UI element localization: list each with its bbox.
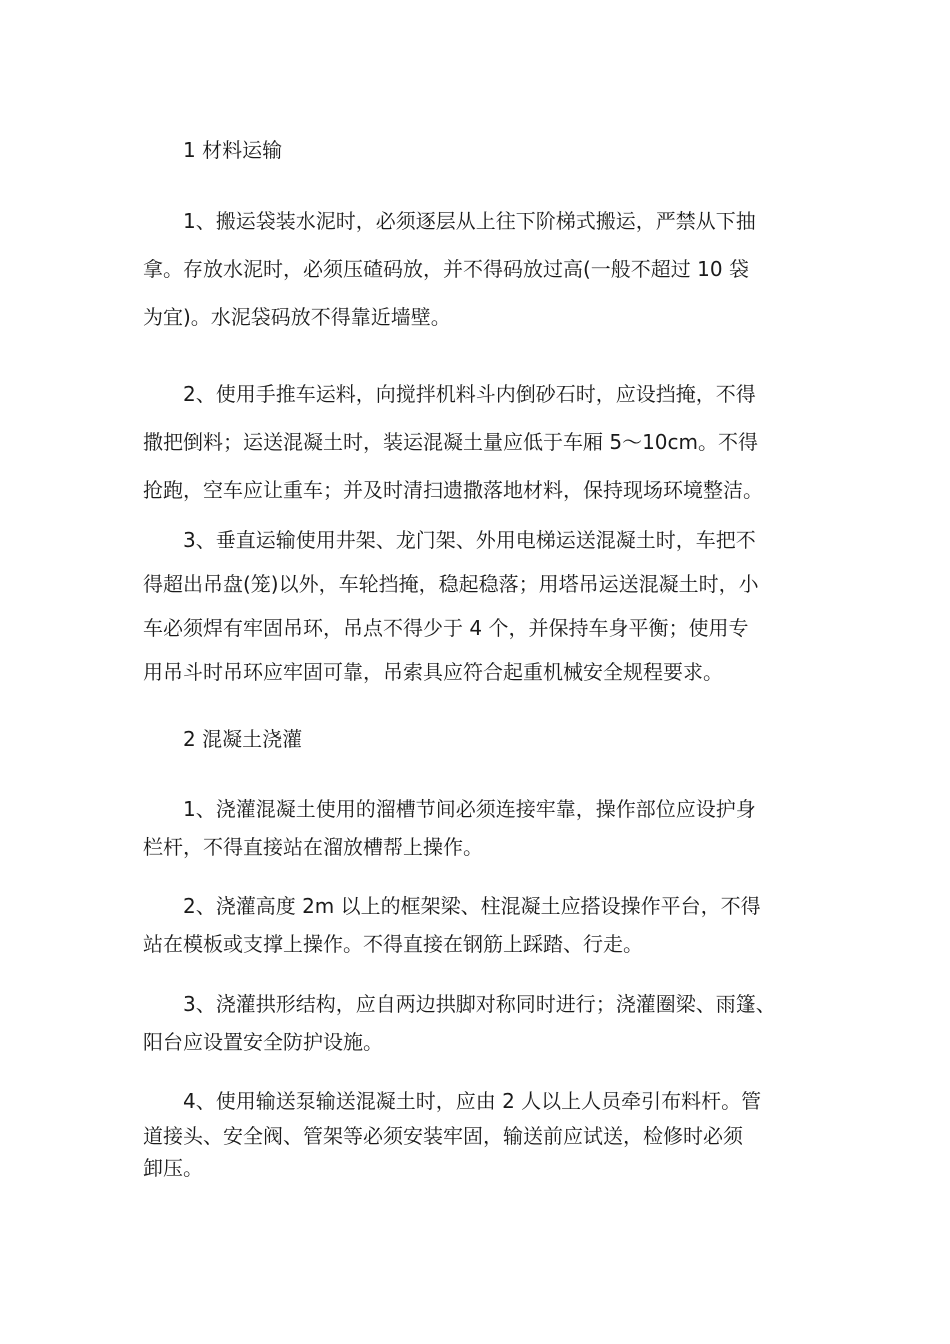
paragraph-line: 道接头、安全阀、管架等必须安装牢固，输送前应试送，检修时必须: [143, 1124, 743, 1148]
paragraph-line: 拿。存放水泥时，必须压碴码放，并不得码放过高(一般不超过 10 袋: [143, 257, 749, 281]
paragraph-line: 抢跑，空车应让重车；并及时清扫遗撒落地材料，保持现场环境整洁。: [143, 478, 763, 502]
paragraph-line: 3、垂直运输使用井架、龙门架、外用电梯运送混凝土时，车把不: [183, 528, 756, 552]
paragraph-line: 阳台应设置安全防护设施。: [143, 1030, 383, 1054]
section-heading-concrete-pouring: 2 混凝土浇灌: [183, 727, 303, 751]
paragraph-line: 得超出吊盘(笼)以外，车轮挡掩，稳起稳落；用塔吊运送混凝土时，小: [143, 572, 759, 596]
paragraph-cart-transport: [143, 370, 813, 514]
paragraph-line: 站在模板或支撑上操作。不得直接在钢筋上踩踏、行走。: [143, 932, 643, 956]
paragraph-line: 1、浇灌混凝土使用的溜槽节间必须连接牢靠，操作部位应设护身: [183, 797, 756, 821]
paragraph-line: 撒把倒料；运送混凝土时，装运混凝土量应低于车厢 5～10cm。不得: [143, 430, 759, 454]
paragraph-chute-safety: [143, 790, 813, 866]
paragraph-line: 3、浇灌拱形结构，应自两边拱脚对称同时进行；浇灌圈梁、雨篷、: [183, 992, 776, 1016]
paragraph-line: 2、使用手推车运料，向搅拌机料斗内倒砂石时，应设挡掩，不得: [183, 382, 756, 406]
paragraph-pump-delivery: [143, 1082, 813, 1184]
paragraph-line: 栏杆，不得直接站在溜放槽帮上操作。: [143, 835, 483, 859]
paragraph-line: 车必须焊有牢固吊环，吊点不得少于 4 个，并保持车身平衡；使用专: [143, 616, 749, 640]
paragraph-vertical-transport: [143, 518, 813, 694]
paragraph-line: 1、搬运袋装水泥时，必须逐层从上往下阶梯式搬运，严禁从下抽: [183, 209, 756, 233]
paragraph-work-platform: [143, 887, 813, 963]
paragraph-line: 4、使用输送泵输送混凝土时，应由 2 人以上人员牵引布料杆。管: [183, 1089, 762, 1113]
paragraph-line: 用吊斗时吊环应牢固可靠，吊索具应符合起重机械安全规程要求。: [143, 660, 723, 684]
paragraph-cement-handling: [143, 197, 813, 341]
paragraph-arch-structure: [143, 985, 813, 1061]
paragraph-line: 卸压。: [143, 1156, 203, 1180]
section-heading-material-transport: 1 材料运输: [183, 138, 283, 162]
paragraph-line: 为宜)。水泥袋码放不得靠近墙壁。: [143, 305, 451, 329]
paragraph-line: 2、浇灌高度 2m 以上的框架梁、柱混凝土应搭设操作平台，不得: [183, 894, 761, 918]
